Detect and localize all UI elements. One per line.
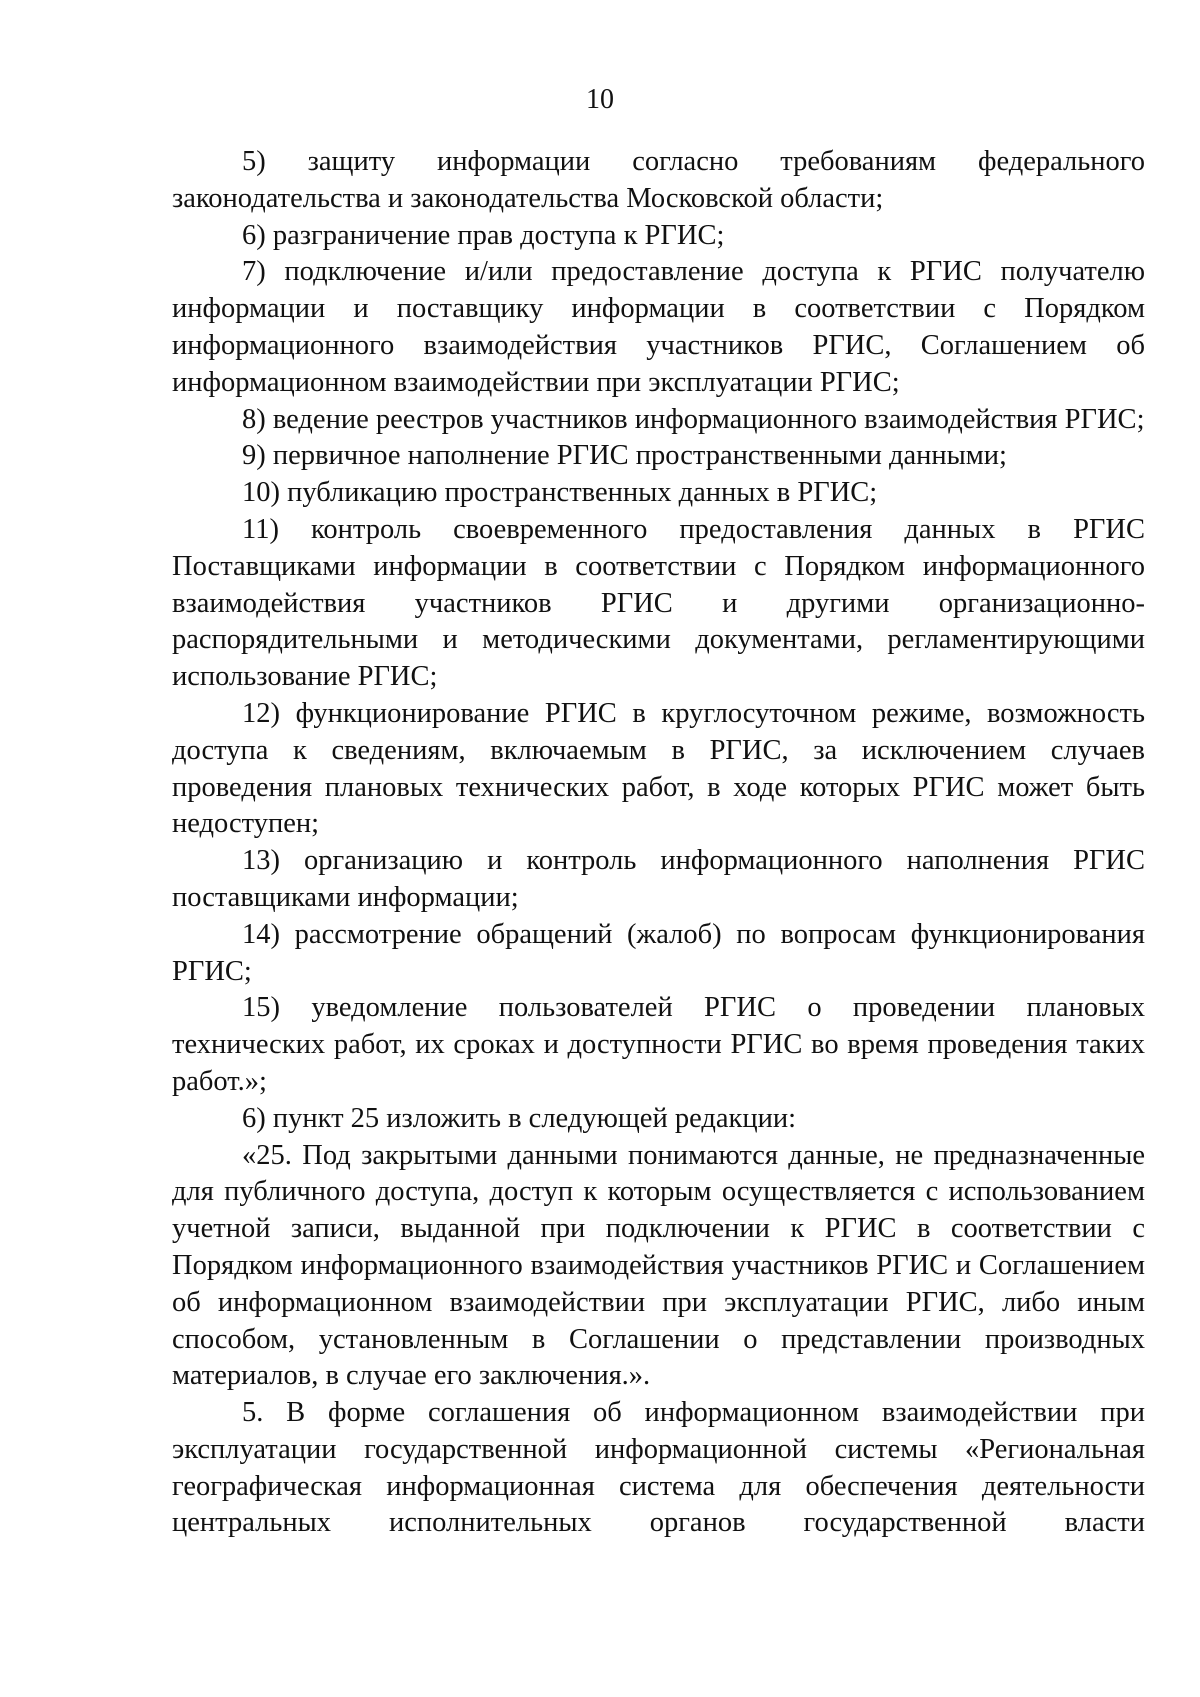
document-body (172, 144, 1145, 1542)
paragraph-item-7: 7) подключение и/или предоставление доступа к РГИС получателю информации и поставщику информации в соответствии с Порядком информационного взаимодействия участников РГИС, Соглашением об информационном взаимодействии при эксплуатации РГИС; (172, 256, 1145, 398)
paragraph-item-8: 8) ведение реестров участников информационного взаимодействия РГИС; (242, 403, 1145, 435)
paragraph-item-13: 13) организацию и контроль информационного наполнения РГИС поставщиками информации; (172, 845, 1145, 913)
paragraph-item-12: 12) функционирование РГИС в круглосуточном режиме, возможность доступа к сведениям, включаемым в РГИС, за исключением случаев проведения плановых технических работ, в ходе которых РГИС может быть недоступен; (172, 697, 1145, 840)
paragraph-item-14: 14) рассмотрение обращений (жалоб) по вопросам функционирования РГИС; (172, 918, 1145, 987)
paragraph-item-9: 9) первичное наполнение РГИС пространственными данными; (242, 440, 1007, 472)
paragraph-item-15: 15) уведомление пользователей РГИС о проведении плановых технических работ, их сроках и доступности РГИС во время проведения таких работ.»; (172, 992, 1145, 1097)
paragraph-item-11: 11) контроль своевременного предоставления данных в РГИС Поставщиками информации в соответствии с Порядком информационного взаимодействия участников РГИС и другими организационно-распорядительными и методическими документами, регламентирующими использование РГИС; (172, 513, 1145, 693)
paragraph-item-6: 6) разграничение прав доступа к РГИС; (242, 219, 725, 251)
paragraph-clause-25: «25. Под закрытыми данными понимаются данные, не предназначенные для публичного доступа, доступ к которым осуществляется с использованием учетной записи, выданной при подключении к РГИС в соответствии с Порядком информационного взаимодействия участников РГИС и Соглашением об информационном взаимодействии при эксплуатации РГИС, либо иным способом, установленным в Соглашении о представлении производных материалов, в случае его заключения.». (172, 1139, 1145, 1392)
paragraph-section-5: 5. В форме соглашения об информационном взаимодействии при эксплуатации государственной информационной системы «Региональная географическая информационная система для обеспечения деятельности центральных исполнительных органов государственной власти (172, 1397, 1145, 1539)
paragraph-amendment-6: 6) пункт 25 изложить в следующей редакции: (242, 1102, 797, 1134)
paragraph-item-5: 5) защиту информации согласно требованиям федерального законодательства и законодательства Московской области; (172, 146, 1145, 214)
page-number: 10 (586, 84, 614, 115)
paragraph-item-10: 10) публикацию пространственных данных в РГИС; (242, 477, 878, 509)
